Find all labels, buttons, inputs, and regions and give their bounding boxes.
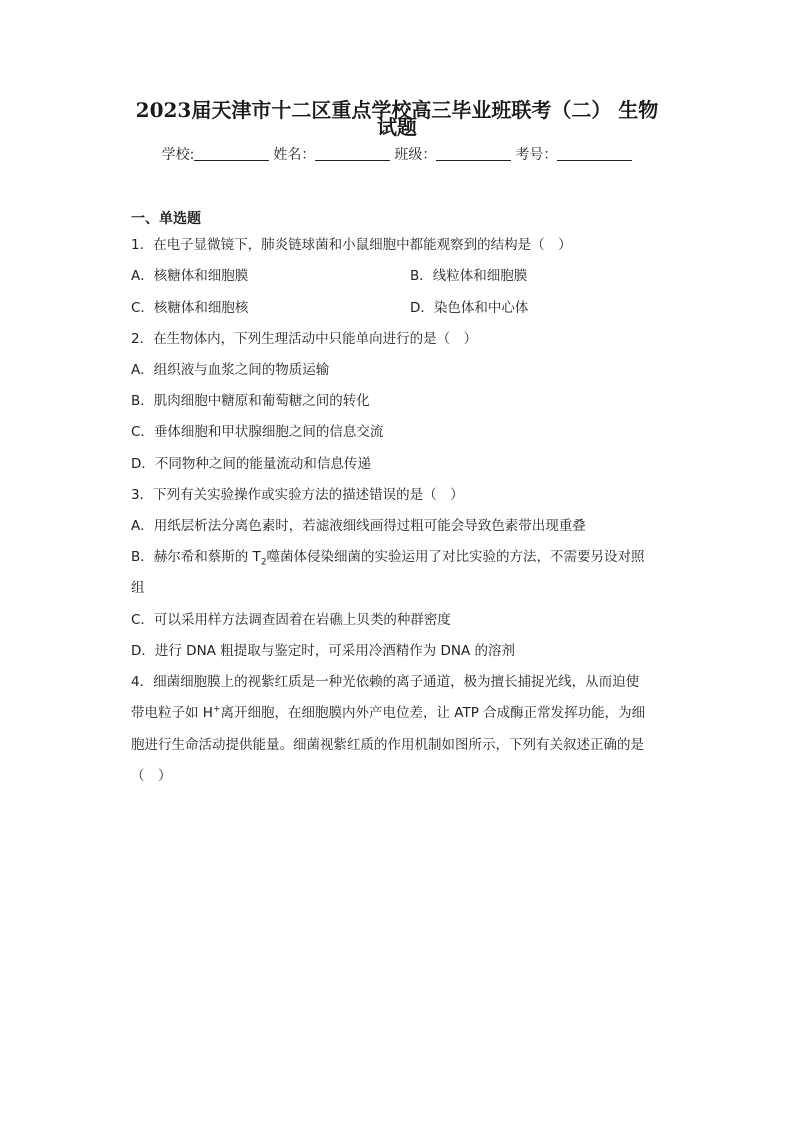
class-field: 班级： [394, 144, 511, 164]
question-2-stem: 2．在生物体内，下列生理活动中只能单向进行的是（ ） [131, 331, 478, 347]
name-field: 姓名： [273, 144, 390, 164]
exam-title-2 [120, 111, 674, 143]
class-blank[interactable] [436, 146, 511, 161]
title-line-1: 2023届天津市十二区重点学校高三毕业班联考（二） 生物 [135, 98, 659, 122]
student-info-line [120, 144, 674, 164]
question-2-option-a: A．组织液与血浆之间的物质运输 [131, 362, 330, 378]
question-1-option-c: C．核糖体和细胞核 [131, 300, 249, 316]
name-blank[interactable] [315, 146, 390, 161]
question-2-option-b: B．肌肉细胞中糖原和葡萄糖之间的转化 [131, 393, 370, 409]
exam-number-field: 考号： [515, 144, 632, 164]
question-3-option-d: D．进行 DNA 粗提取与鉴定时，可采用冷酒精作为 DNA 的溶剂 [131, 643, 516, 659]
school-blank[interactable] [194, 146, 269, 161]
question-2-option-c: C．垂体细胞和甲状腺细胞之间的信息交流 [131, 424, 384, 440]
section-title: 一、单选题 [131, 211, 201, 227]
question-3-option-b-cont: 组 [131, 580, 145, 596]
question-4-stem-line-3: 胞进行生命活动提供能量。细菌视紫红质的作用机制如图所示，下列有关叙述正确的是 [131, 737, 644, 753]
question-2-option-d: D．不同物种之间的能量流动和信息传递 [131, 456, 371, 472]
question-3-option-c: C．可以采用样方法调查固着在岩礁上贝类的种群密度 [131, 612, 451, 628]
question-1-option-d: D．染色体和中心体 [410, 300, 529, 316]
question-1-stem: 1．在电子显微镜下，肺炎链球菌和小鼠细胞中都能观察到的结构是（ ） [131, 237, 572, 253]
question-1-option-b: B．线粒体和细胞膜 [410, 268, 528, 284]
question-3-option-b: B．赫尔希和蔡斯的 $T_2$噬菌体侵染细菌的实验运用了对比实验的方法，不需要另设对照 [131, 549, 645, 568]
question-3-stem: 3．下列有关实验操作或实验方法的描述错误的是（ ） [131, 487, 464, 503]
question-3-option-a: A．用纸层析法分离色素时，若滤液细线画得过粗可能会导致色素带出现重叠 [131, 518, 586, 534]
question-4-stem-line-4: （ ） [131, 768, 172, 784]
exam-number-blank[interactable] [557, 146, 632, 161]
title-line-2: 试题 [377, 115, 417, 139]
question-4-stem-line-1: 4．细菌细胞膜上的视紫红质是一种光依赖的离子通道，极为擅长捕捉光线，从而迫使 [131, 674, 640, 690]
question-4-stem-line-2: 带电粒子如 H+离开细胞，在细胞膜内外产电位差，让 ATP 合成酶正常发挥功能，为细 [131, 704, 646, 721]
subscript-2: 2 [260, 557, 267, 568]
question-1-option-a: A．核糖体和细胞膜 [131, 268, 249, 284]
school-field: 学校: [162, 144, 270, 164]
superscript-plus: + [212, 704, 221, 715]
